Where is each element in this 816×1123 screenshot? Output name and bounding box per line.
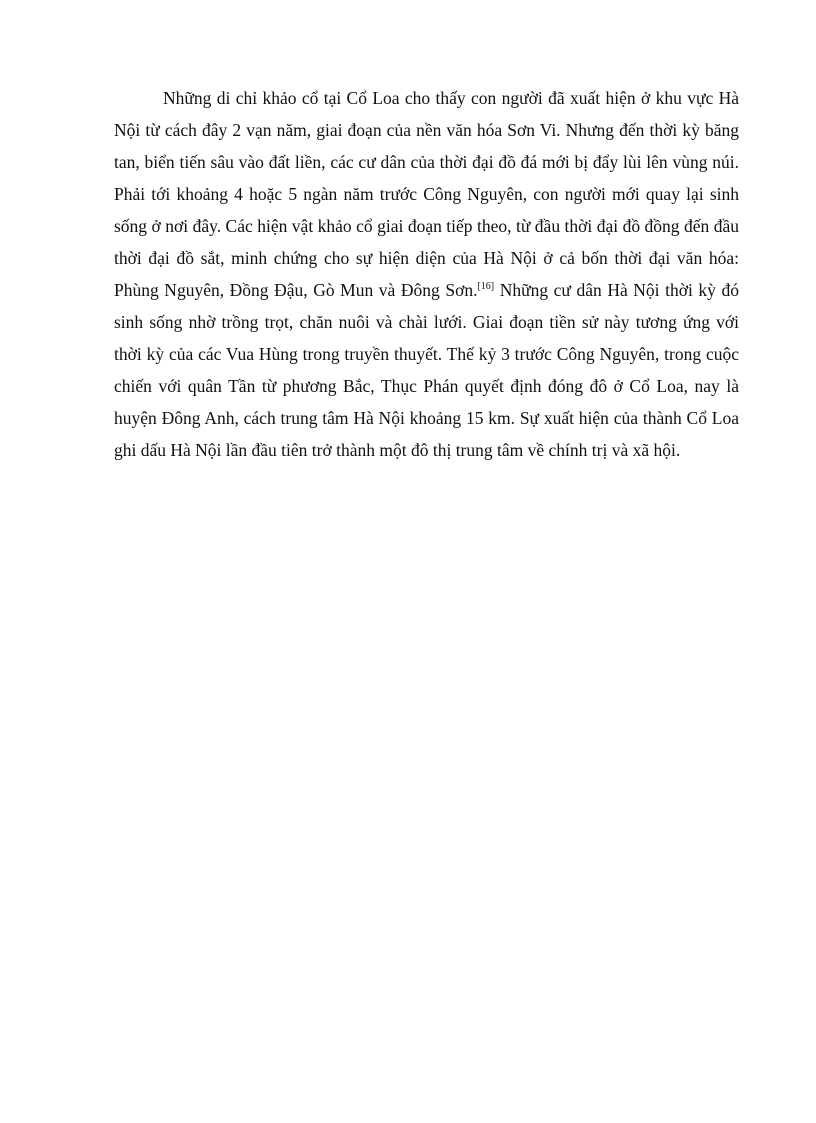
body-paragraph [114, 82, 739, 466]
citation-reference[interactable]: [16] [477, 281, 495, 292]
paragraph-text-part-2: Những cư dân Hà Nội thời kỳ đó sinh sống nhờ trồng trọt, chăn nuôi và chài lưới. Giai đoạn tiền sử này tương ứng với thời kỳ của các Vua Hùng trong truyền thuyết. Thế kỷ 3 trước Công Nguyên, trong cuộc chiến với quân Tần từ phương Bắc, Thục Phán quyết định đóng đô ở Cổ Loa, nay là huyện Đông Anh, cách trung tâm Hà Nội khoảng 15 km. Sự xuất hiện của thành Cổ Loa ghi dấu Hà Nội lần đầu tiên trở thành một đô thị trung tâm về chính trị và xã hội. [114, 280, 739, 460]
paragraph-text-part-1: Những di chỉ khảo cổ tại Cổ Loa cho thấy con người đã xuất hiện ở khu vực Hà Nội từ cách đây 2 vạn năm, giai đoạn của nền văn hóa Sơn Vi. Nhưng đến thời kỳ băng tan, biển tiến sâu vào đất liền, các cư dân của thời đại đồ đá mới bị đẩy lùi lên vùng núi. Phải tới khoảng 4 hoặc 5 ngàn năm trước Công Nguyên, con người mới quay lại sinh sống ở nơi đây. Các hiện vật khảo cổ giai đoạn tiếp theo, từ đầu thời đại đồ đồng đến đầu thời đại đồ sắt, minh chứng cho sự hiện diện của Hà Nội ở cả bốn thời đại văn hóa: Phùng Nguyên, Đồng Đậu, Gò Mun và Đông Sơn. [114, 88, 739, 300]
